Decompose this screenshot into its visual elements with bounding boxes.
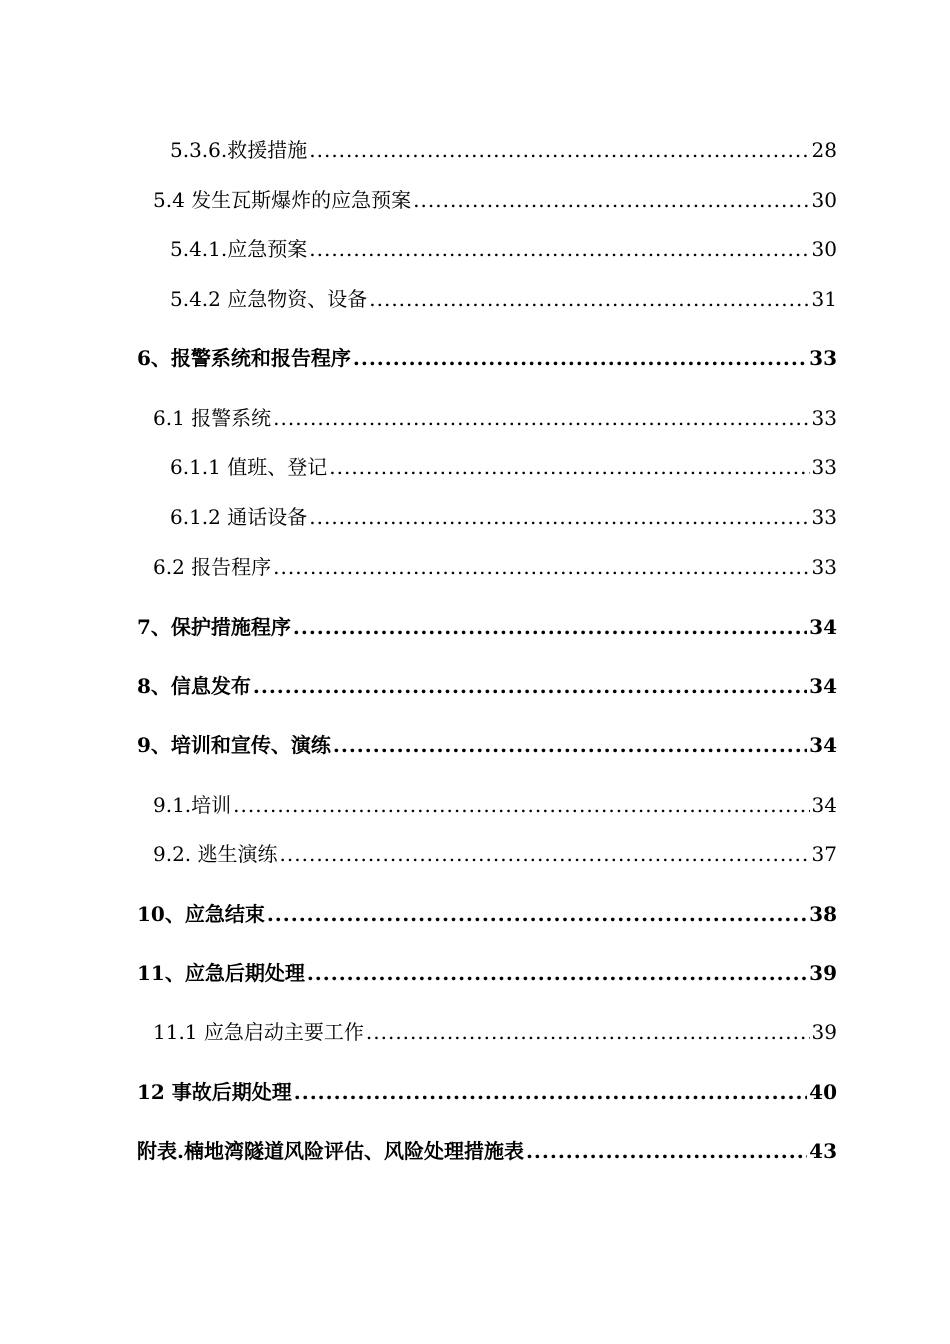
- toc-entry[interactable]: [137, 614, 837, 640]
- toc-dot-leader: [293, 614, 807, 640]
- toc-entry-page: 33: [811, 455, 837, 479]
- toc-entry[interactable]: [137, 960, 837, 986]
- toc-entry[interactable]: [137, 732, 837, 758]
- toc-entry-page: 34: [809, 733, 837, 757]
- toc-entry-title: 5.4.2 应急物资、设备: [170, 287, 368, 311]
- toc-entry[interactable]: [153, 187, 837, 213]
- toc-entry[interactable]: [170, 137, 837, 163]
- toc-entry-page: 30: [811, 237, 837, 261]
- toc-entry[interactable]: [137, 1138, 837, 1164]
- toc-dot-leader: [333, 732, 807, 758]
- toc-dot-leader: [366, 1019, 810, 1045]
- toc-entry-page: 34: [809, 674, 837, 698]
- toc-dot-leader: [233, 792, 809, 818]
- toc-entry-page: 39: [809, 961, 837, 985]
- toc-entry[interactable]: [153, 405, 837, 431]
- toc-entry-title: 9.1.培训: [153, 793, 232, 817]
- toc-dot-leader: [273, 554, 809, 580]
- toc-entry[interactable]: [170, 286, 837, 312]
- toc-entry[interactable]: [170, 504, 837, 530]
- toc-entry[interactable]: [170, 454, 837, 480]
- toc-entry-page: 33: [811, 406, 837, 430]
- toc-entry-title: 6.1 报警系统: [153, 406, 272, 430]
- toc-dot-leader: [267, 901, 807, 927]
- toc-entry-title: 5.4 发生瓦斯爆炸的应急预案: [153, 188, 412, 212]
- toc-dot-leader: [307, 960, 807, 986]
- toc-entry-title: 7、保护措施程序: [137, 615, 291, 639]
- toc-entry-title: 6.2 报告程序: [153, 555, 272, 579]
- toc-dot-leader: [526, 1138, 807, 1164]
- toc-entry-title: 9、培训和宣传、演练: [137, 733, 331, 757]
- toc-dot-leader: [280, 841, 810, 867]
- toc-entry-page: 33: [809, 346, 837, 370]
- toc-entry-page: 40: [809, 1080, 837, 1104]
- toc-dot-leader: [309, 236, 809, 262]
- toc-dot-leader: [253, 673, 807, 699]
- toc-entry-page: 28: [811, 138, 837, 162]
- toc-entry-title: 11.1 应急启动主要工作: [153, 1020, 364, 1044]
- toc-entry[interactable]: [137, 1079, 837, 1105]
- toc-entry-title: 10、应急结束: [137, 902, 265, 926]
- toc-dot-leader: [309, 137, 809, 163]
- toc-entry-title: 12 事故后期处理: [137, 1080, 292, 1104]
- toc-entry-title: 5.4.1.应急预案: [170, 237, 308, 261]
- toc-entry-page: 37: [811, 842, 837, 866]
- toc-dot-leader: [273, 405, 809, 431]
- toc-entry-page: 39: [811, 1020, 837, 1044]
- toc-entry-title: 6.1.1 值班、登记: [170, 455, 328, 479]
- toc-entry[interactable]: [153, 792, 837, 818]
- toc-entry[interactable]: [137, 673, 837, 699]
- toc-entry-title: 6.1.2 通话设备: [170, 505, 308, 529]
- toc-entry-title: 5.3.6.救援措施: [170, 138, 308, 162]
- toc-dot-leader: [309, 504, 809, 530]
- toc-entry[interactable]: [153, 1019, 837, 1045]
- toc-entry-page: 34: [809, 615, 837, 639]
- toc-entry-page: 33: [811, 555, 837, 579]
- toc-entry-page: 33: [811, 505, 837, 529]
- toc-entry-title: 9.2. 逃生演练: [153, 842, 278, 866]
- toc-entry-title: 8、信息发布: [137, 674, 251, 698]
- toc-entry[interactable]: [153, 841, 837, 867]
- toc-dot-leader: [413, 187, 809, 213]
- toc-dot-leader: [294, 1079, 807, 1105]
- toc-entry[interactable]: [170, 236, 837, 262]
- toc-entry[interactable]: [137, 345, 837, 371]
- toc-entry-page: 43: [809, 1139, 837, 1163]
- toc-entry[interactable]: [153, 554, 837, 580]
- toc-entry-page: 31: [811, 287, 837, 311]
- toc-entry-title: 6、报警系统和报告程序: [137, 346, 351, 370]
- toc-entry[interactable]: [137, 901, 837, 927]
- toc-entry-page: 38: [809, 902, 837, 926]
- toc-dot-leader: [369, 286, 809, 312]
- toc-entry-title: 附表.楠地湾隧道风险评估、风险处理措施表: [137, 1139, 524, 1163]
- toc-entry-page: 34: [811, 793, 837, 817]
- toc-dot-leader: [329, 454, 809, 480]
- toc-entry-title: 11、应急后期处理: [137, 961, 305, 985]
- toc-entry-page: 30: [811, 188, 837, 212]
- toc-dot-leader: [353, 345, 807, 371]
